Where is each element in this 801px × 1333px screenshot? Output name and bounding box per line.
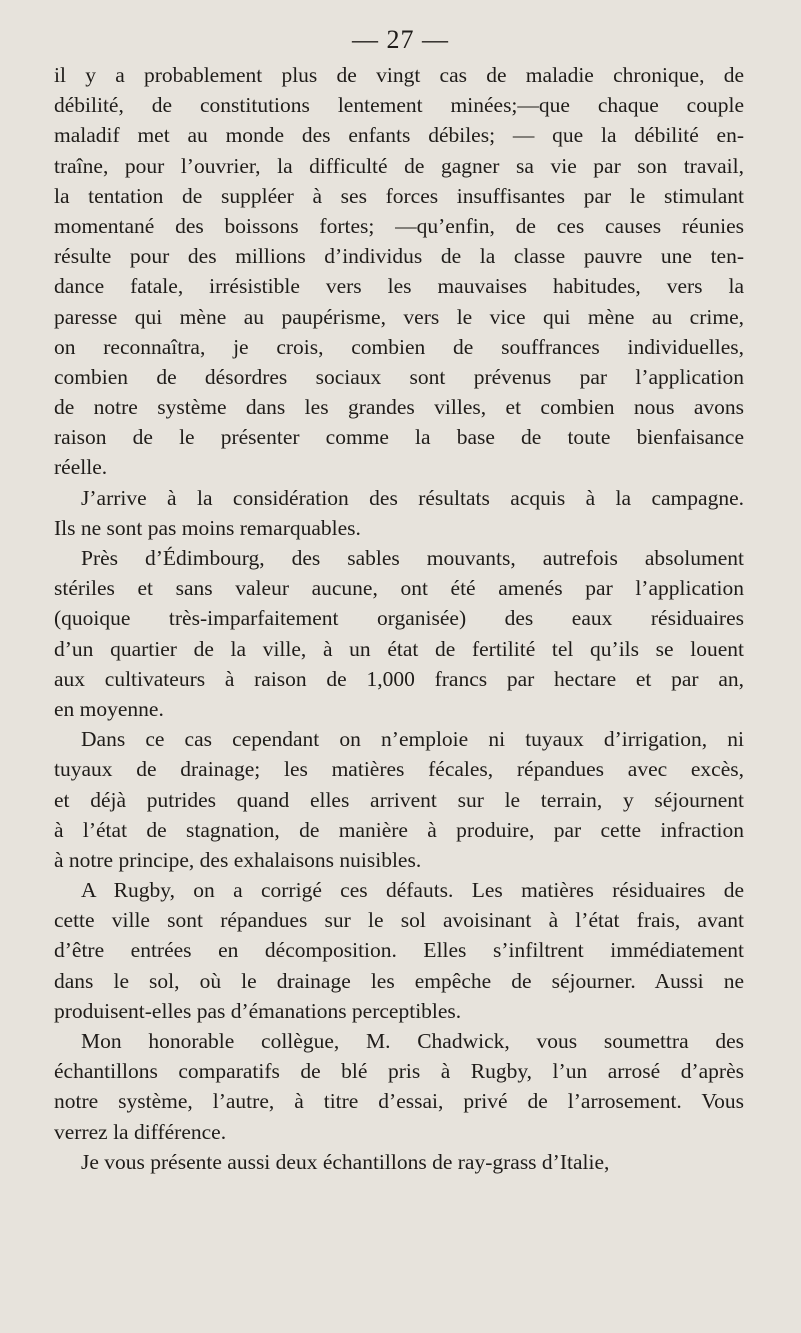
text-line: la tentation de suppléer à ses forces insuffisantes par le stimulant [54,183,744,208]
text-line: dance fatale, irrésistible vers les mauvaises habitudes, vers la [54,274,744,299]
text-line: en moyenne. [54,696,164,721]
text-line: échantillons comparatifs de blé pris à Rugby, l’un arrosé d’après [54,1059,744,1084]
text-line: Ils ne sont pas moins remarquables. [54,515,361,540]
text-line: Mon honorable collègue, M. Chadwick, vous soumettra des [81,1029,744,1053]
text-line: J’arrive à la considération des résultats acquis à la campagne. [81,485,744,510]
text-line: et déjà putrides quand elles arrivent sur le terrain, y séjournent [54,787,744,812]
text-line: tuyaux de drainage; les matières fécales, répandues avec excès, [54,757,744,782]
page-number: — 27 — [352,25,449,54]
text-line: raison de le présenter comme la base de toute bienfaisance [54,425,744,450]
text-line: débilité, de constitutions lentement minées;—que chaque couple [54,93,744,118]
text-line: combien de désordres sociaux sont prévenus par l’application [54,364,744,389]
text-line: verrez la différence. [54,1119,227,1144]
text-line: réelle. [54,455,108,480]
text-line: momentané des boissons fortes; —qu’enfin, de ces causes réunies [54,213,744,238]
text-line: cette ville sont répandues sur le sol avoisinant à l’état frais, avant [54,908,744,933]
text-line: paresse qui mène au paupérisme, vers le vice qui mène au crime, [54,304,744,329]
text-line: il y a probablement plus de vingt cas de maladie chronique, de [54,63,744,87]
body-text [54,60,744,1177]
text-line: Je vous présente aussi deux échantillons de ray-grass d’Italie, [81,1149,610,1174]
text-line: maladif met au monde des enfants débiles; — que la débilité en- [54,123,744,148]
text-line: (quoique très-imparfaitement organisée) des eaux résiduaires [54,606,744,631]
text-line: à l’état de stagnation, de manière à produire, par cette infraction [54,817,744,842]
text-line: d’un quartier de la ville, à un état de fertilité tel qu’ils se louent [54,636,744,661]
text-line: produisent-elles pas d’émanations perceptibles. [54,998,462,1023]
text-line: Près d’Édimbourg, des sables mouvants, autrefois absolument [81,546,744,570]
text-line: Dans ce cas cependant on n’emploie ni tuyaux d’irrigation, ni [81,727,744,752]
text-line: à notre principe, des exhalaisons nuisibles. [54,847,422,872]
text-line: de notre système dans les grandes villes, et combien nous avons [54,395,744,420]
text-line: résulte pour des millions d’individus de la classe pauvre une ten- [54,244,744,269]
text-line: traîne, pour l’ouvrier, la difficulté de gagner sa vie par son travail, [54,153,744,178]
text-line: aux cultivateurs à raison de 1,000 francs par hectare et par an, [54,666,744,691]
text-line: stériles et sans valeur aucune, ont été amenés par l’application [54,576,744,601]
text-line: on reconnaîtra, je crois, combien de souffrances individuelles, [54,334,744,359]
text-line: d’être entrées en décomposition. Elles s’infiltrent immédiatement [54,938,744,963]
text-line: notre système, l’autre, à titre d’essai, privé de l’arrosement. Vous [54,1089,744,1114]
text-line: dans le sol, où le drainage les empêche de séjourner. Aussi ne [54,968,744,993]
text-line: A Rugby, on a corrigé ces défauts. Les matières résiduaires de [81,878,744,903]
